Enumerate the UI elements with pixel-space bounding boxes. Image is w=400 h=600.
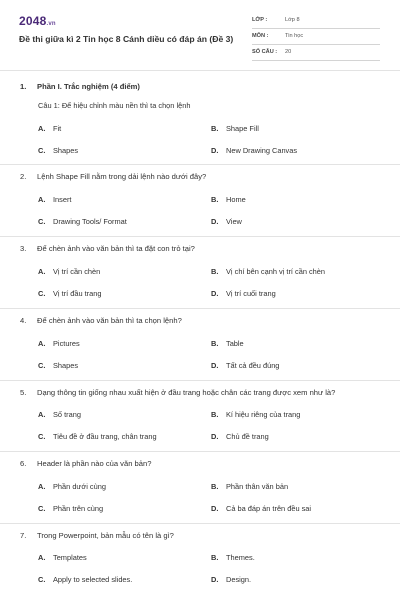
option-letter: D. [211,575,219,584]
question-number: 5. [20,388,27,397]
question-4 [20,316,182,325]
question-text: Lệnh Shape Fill nằm trong dải lệnh nào dưới đây? [37,172,207,181]
option-text: Shapes [53,361,79,370]
option-text: Fit [53,124,62,133]
option-c[interactable] [38,361,78,370]
option-text: View [226,217,242,226]
option-letter: A. [38,124,46,133]
option-letter: A. [38,195,46,204]
option-text: Templates [53,553,87,562]
question-number: 1. [20,82,27,91]
option-text: Kí hiệu riêng của trang [226,410,301,419]
option-text: Tiêu đề ở đầu trang, chân trang [53,432,157,441]
option-b[interactable] [211,553,255,562]
option-letter: C. [38,575,46,584]
question-text: Dạng thông tin giống nhau xuất hiện ở đầu trang hoặc chân các trang được xem như là? [37,388,336,397]
option-c[interactable] [38,217,127,226]
option-text: Home [226,195,246,204]
question-7 [20,531,174,540]
option-letter: A. [38,553,46,562]
question-text: Header là phần nào của văn bản? [37,459,152,468]
option-d[interactable] [211,361,279,370]
meta-value: 20 [285,49,292,55]
option-b[interactable] [211,339,244,348]
question-text: Trong Powerpoint, bản mẫu có tên là gì? [37,531,174,540]
question-text: Để chèn ảnh vào văn bản thì ta đặt con trỏ tại? [37,244,195,253]
option-letter: C. [38,289,46,298]
option-letter: B. [211,124,219,133]
option-c[interactable] [38,146,78,155]
divider [0,70,400,71]
option-text: Table [226,339,244,348]
option-letter: D. [211,504,219,513]
option-letter: D. [211,217,219,226]
option-letter: A. [38,267,46,276]
option-letter: C. [38,361,46,370]
option-d[interactable] [211,504,311,513]
option-text: Chủ đề trang [226,432,269,441]
option-a[interactable] [38,553,87,562]
option-letter: C. [38,432,46,441]
option-b[interactable] [211,410,300,419]
question-number: 3. [20,244,27,253]
option-d[interactable] [211,146,297,155]
option-text: Vị trí cuối trang [226,289,276,298]
option-text: Vị chí bên cạnh vị trí cần chèn [226,267,326,276]
question-number: 4. [20,316,27,325]
meta-key: LỚP : [252,17,268,23]
option-d[interactable] [211,217,242,226]
meta-class [252,14,380,29]
option-text: Tất cả đều đúng [226,361,280,370]
question-3 [20,244,195,253]
divider [0,451,400,452]
divider [0,236,400,237]
question-text: Phần I. Trắc nghiệm (4 điểm) [37,82,140,91]
option-text: Vị trí đầu trang [53,289,102,298]
divider [0,523,400,524]
option-text: Insert [53,195,72,204]
meta-value: Tin học [285,33,304,39]
question-1 [20,82,140,91]
meta-value: Lớp 8 [285,17,300,23]
option-text: Shape Fill [226,124,259,133]
option-letter: A. [38,482,46,491]
option-letter: A. [38,339,46,348]
option-letter: B. [211,195,219,204]
option-text: Shapes [53,146,79,155]
option-c[interactable] [38,575,132,584]
option-letter: B. [211,267,219,276]
option-b[interactable] [211,124,259,133]
question-text: Để chèn ảnh vào văn bản thì ta chọn lệnh? [37,316,182,325]
option-letter: D. [211,361,219,370]
option-a[interactable] [38,339,80,348]
option-b[interactable] [211,482,288,491]
question-5 [20,388,335,397]
option-b[interactable] [211,267,325,276]
logo-suffix: .vn [46,21,56,27]
logo-main: 2048 [19,14,47,28]
document-title: Đề thi giữa kì 2 Tin học 8 Cánh diều có đáp án (Đề 3) [19,34,234,44]
option-d[interactable] [211,575,251,584]
option-text: Pictures [53,339,80,348]
option-letter: B. [211,482,219,491]
option-letter: B. [211,410,219,419]
option-text: Số trang [53,410,81,419]
option-a[interactable] [38,482,106,491]
option-letter: D. [211,146,219,155]
option-letter: B. [211,553,219,562]
option-letter: C. [38,217,46,226]
option-letter: D. [211,432,219,441]
option-c[interactable] [38,432,157,441]
option-text: Themes. [226,553,255,562]
option-d[interactable] [211,289,276,298]
option-text: Drawing Tools/ Format [53,217,127,226]
option-text: Phần thân văn bản [226,482,289,491]
option-text: Phần trên cùng [53,504,104,513]
option-b[interactable] [211,195,246,204]
option-text: Cả ba đáp án trên đều sai [226,504,312,513]
question-1-prompt: Câu 1: Để hiệu chỉnh màu nền thì ta chọn lệnh [38,101,191,110]
option-a[interactable] [38,195,71,204]
option-text: Phần dưới cùng [53,482,106,491]
divider [0,380,400,381]
question-number: 6. [20,459,27,468]
meta-key: SỐ CÂU : [252,49,278,55]
option-a[interactable] [38,124,61,133]
option-text: New Drawing Canvas [226,146,298,155]
question-number: 2. [20,172,27,181]
option-letter: D. [211,289,219,298]
option-letter: C. [38,504,46,513]
option-a[interactable] [38,267,100,276]
question-6 [20,459,151,468]
meta-subject [252,30,380,45]
option-text: Design. [226,575,252,584]
option-a[interactable] [38,410,81,419]
meta-key: MÔN : [252,33,269,39]
divider [0,308,400,309]
option-text: Vị trí cần chèn [53,267,101,276]
option-d[interactable] [211,432,269,441]
site-logo[interactable] [19,14,56,28]
option-letter: B. [211,339,219,348]
option-letter: C. [38,146,46,155]
divider [0,164,400,165]
option-letter: A. [38,410,46,419]
question-2 [20,172,206,181]
option-c[interactable] [38,289,101,298]
meta-count [252,46,380,61]
document-header [0,0,400,68]
option-c[interactable] [38,504,103,513]
question-number: 7. [20,531,27,540]
option-text: Apply to selected slides. [53,575,133,584]
